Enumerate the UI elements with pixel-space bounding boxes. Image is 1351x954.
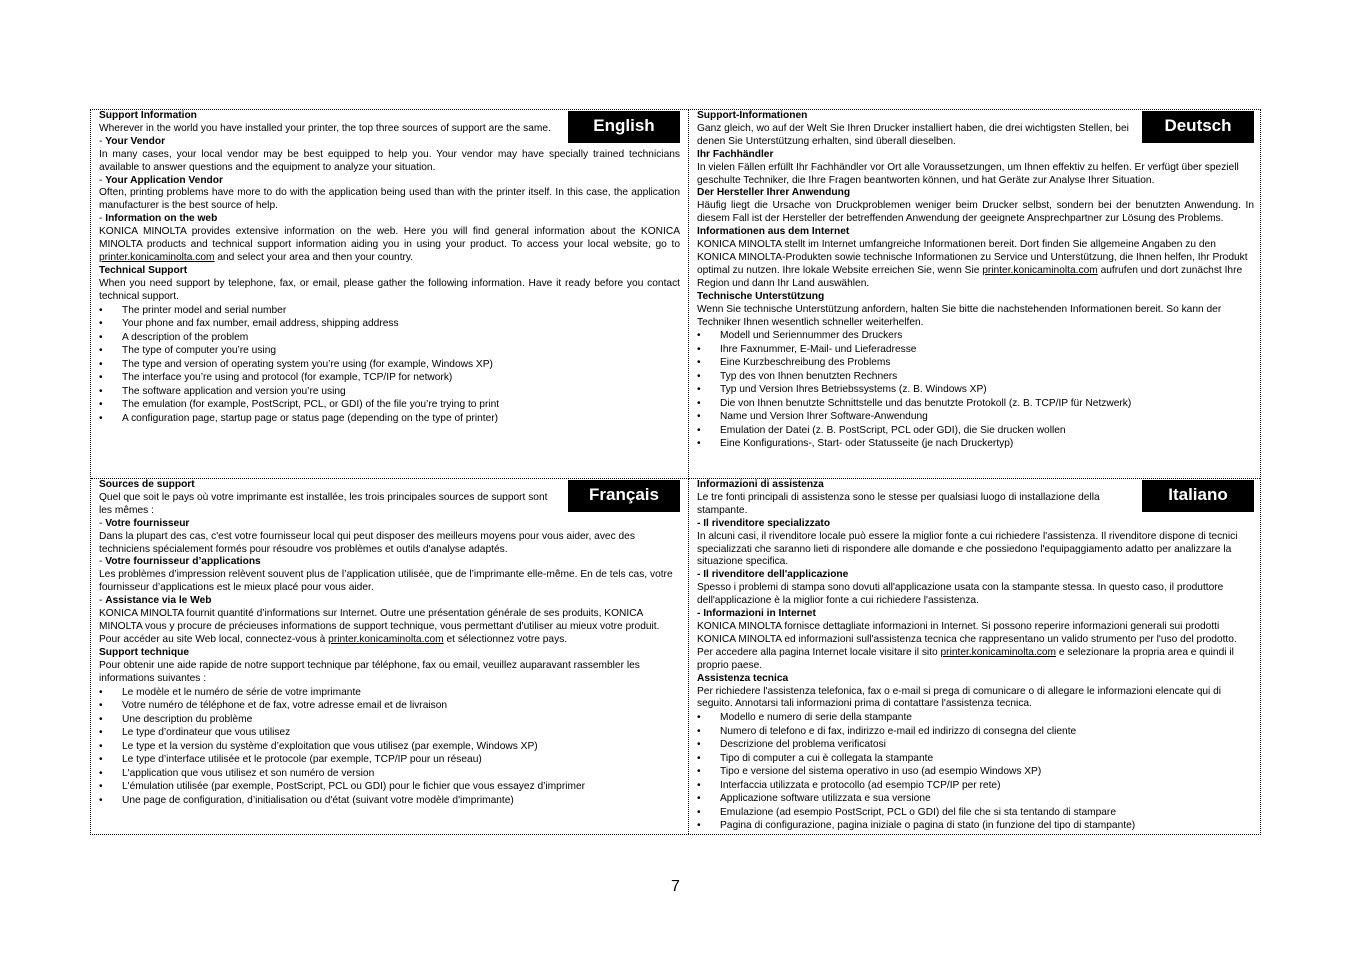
tech-support-text: Wenn Sie technische Unterstützung anfordern, halten Sie bitte die nachstehenden Informationen bereit. So kann der Techniker Ihnen wesentlich schneller weiterhelfen. bbox=[697, 303, 1222, 328]
list-item: • Modello e numero di serie della stampante bbox=[697, 711, 1254, 725]
section-title: Informazioni di assistenza bbox=[697, 479, 824, 490]
list-item: • Tipo di computer a cui è collegata la stampante bbox=[697, 752, 1254, 766]
list-item: • Emulazione (ad esempio PostScript, PCL o GDI) del file che si sta tentando di stampare bbox=[697, 806, 1254, 820]
subheading-app-vendor: Der Hersteller Ihrer Anwendung bbox=[697, 187, 851, 199]
website-link[interactable]: printer.konicaminolta.com bbox=[940, 646, 1057, 658]
subheading-web: - Information on the web bbox=[99, 213, 218, 225]
subheading-vendor: - Votre fournisseur bbox=[99, 517, 190, 529]
subheading-tech-support: Support technique bbox=[99, 646, 189, 658]
language-tag-english: English bbox=[568, 111, 680, 143]
list-item: • Modell und Seriennummer des Druckers bbox=[697, 329, 1254, 343]
web-text: KONICA MINOLTA fournit quantité d’informations sur Internet. Outre une présentation générale de ses produits, KONICA MINOLTA vous y procure de précieuses informations de support technique, vous permettant d'utiliser au mieux votre produit. Pour accéder au site Web local, connectez-vous à printer.konicaminolta.com et sélectionnez votre pays. bbox=[99, 608, 660, 645]
list-item: • Eine Kurzbeschreibung des Problems bbox=[697, 356, 1254, 370]
subheading-app-vendor: - Your Application Vendor bbox=[99, 174, 223, 186]
list-item: • The software application and version you’re using bbox=[99, 385, 680, 399]
tech-support-text: Pour obtenir une aide rapide de notre support technique par téléphone, fax ou email, veuillez auparavant rassembler les informations suivantes : bbox=[99, 659, 640, 684]
tech-support-text: Per richiedere l'assistenza telefonica, fax o e-mail si prega di comunicare o di allegare le informazioni elencate qui di seguito. Annotarsi tali informazioni prima di contattare l'assistenza tecnica. bbox=[697, 685, 1222, 710]
subheading-tech-support: Technische Unterstützung bbox=[697, 290, 825, 302]
list-item: • Interfaccia utilizzata e protocollo (ad esempio TCP/IP per rete) bbox=[697, 779, 1254, 793]
list-item: • Votre numéro de téléphone et de fax, votre adresse email et de livraison bbox=[99, 699, 680, 713]
subheading-app-vendor: - Il rivenditore dell'applicazione bbox=[697, 569, 849, 581]
section-title: Sources de support bbox=[99, 479, 195, 490]
list-item: • The emulation (for example, PostScript, PCL, or GDI) of the file you’re trying to print bbox=[99, 398, 680, 412]
subheading-web: - Informazioni in Internet bbox=[697, 608, 816, 620]
subheading-web: Informationen aus dem Internet bbox=[697, 226, 850, 238]
page-number: 7 bbox=[671, 878, 680, 895]
section-english bbox=[91, 110, 689, 479]
list-item: • Ihre Faxnummer, E-Mail- und Lieferadresse bbox=[697, 343, 1254, 357]
web-text: KONICA MINOLTA fornisce dettagliate informazioni in Internet. Si possono reperire informazioni generali sui prodotti KONICA MINOLTA ed informazioni sull'assistenza tecnica che rappresentano un valido strumento per l'uso del prodotto. Per accedere alla pagina Internet locale visitare il sito printer.konicaminolta.com e selezionare la propria area e quindi il proprio paese. bbox=[697, 620, 1237, 671]
section-francais bbox=[91, 479, 689, 834]
website-link[interactable]: printer.konicaminolta.com bbox=[328, 633, 444, 645]
subheading-vendor: - Your Vendor bbox=[99, 135, 166, 147]
subheading-web: - Assistance via le Web bbox=[99, 595, 212, 607]
list-item: • Une description du problème bbox=[99, 713, 680, 727]
list-item: • A description of the problem bbox=[99, 331, 680, 345]
list-item: • Applicazione software utilizzata e sua versione bbox=[697, 792, 1254, 806]
intro-text: Wherever in the world you have installed your printer, the top three sources of support are the same. bbox=[99, 122, 551, 134]
info-checklist bbox=[697, 711, 1254, 833]
info-checklist bbox=[99, 304, 680, 426]
app-vendor-text: Häufig liegt die Ursache von Druckproblemen weniger beim Drucker selbst, sondern bei der benutzten Anwendung. In diesem Fall ist der Hersteller der betreffenden Anwendung der geeignete Ansprechpartner zur Lösung des Problems. bbox=[697, 200, 1254, 225]
vendor-text: Dans la plupart des cas, c'est votre fournisseur local qui peut disposer des meilleurs moyens pour vous aider, avec des techniciens spécialement formés pour résoudre vos problèmes et outils d'analyse adaptés. bbox=[99, 530, 635, 555]
list-item: • Descrizione del problema verificatosi bbox=[697, 738, 1254, 752]
app-vendor-text: Les problèmes d’impression relèvent souvent plus de l’application utilisée, que de l’imprimante elle-même. En de tels cas, votre fournisseur d’applications est le mieux placé pour vous aider. bbox=[99, 569, 673, 594]
subheading-tech-support: Assistenza tecnica bbox=[697, 672, 789, 684]
subheading-tech-support: Technical Support bbox=[99, 264, 188, 276]
list-item: • The printer model and serial number bbox=[99, 304, 680, 318]
language-tag-deutsch: Deutsch bbox=[1142, 111, 1254, 143]
intro-text: Le tre fonti principali di assistenza sono le stesse per qualsiasi luogo di installazione della stampante. bbox=[697, 491, 1100, 516]
list-item: • The type and version of operating system you’re using (for example, Windows XP) bbox=[99, 358, 680, 372]
list-item: • Pagina di configurazione, pagina iniziale o pagina di stato (in funzione del tipo di stampante) bbox=[697, 819, 1254, 833]
language-tag-francais: Français bbox=[568, 480, 680, 512]
info-checklist bbox=[99, 686, 680, 808]
list-item: • Typ des von Ihnen benutzten Rechners bbox=[697, 370, 1254, 384]
list-item: • Typ und Version Ihres Betriebssystems (z. B. Windows XP) bbox=[697, 383, 1254, 397]
website-link[interactable]: printer.konicaminolta.com bbox=[99, 251, 215, 263]
info-checklist bbox=[697, 329, 1254, 451]
section-title: Support Information bbox=[99, 110, 197, 121]
website-link[interactable]: printer.konicaminolta.com bbox=[982, 264, 1098, 276]
vendor-text: In alcuni casi, il rivenditore locale può essere la miglior fonte a cui richiedere l'assistenza. Il rivenditore dispone di tecnici specializzati che saranno lieti di rispondere alle domande e che possiedono l'equipaggiamento adatto per analizzare la situazione specifica. bbox=[697, 530, 1238, 568]
list-item: • Eine Konfigurations-, Start- oder Statusseite (je nach Druckertyp) bbox=[697, 437, 1254, 451]
language-tag-italiano: Italiano bbox=[1142, 480, 1254, 512]
subheading-vendor: Ihr Fachhändler bbox=[697, 148, 774, 160]
subheading-vendor: - Il rivenditore specializzato bbox=[697, 517, 831, 529]
list-item: • The type of computer you’re using bbox=[99, 344, 680, 358]
list-item: • Une page de configuration, d’initialisation ou d'état (suivant votre modèle d'imprimante) bbox=[99, 794, 680, 808]
section-title: Support-Informationen bbox=[697, 110, 808, 121]
intro-text: Ganz gleich, wo auf der Welt Sie Ihren Drucker installiert haben, die drei wichtigsten Stellen, bei denen Sie Unterstützung erhalten, sind überall dieselben. bbox=[697, 122, 1129, 147]
list-item: • Emulation der Datei (z. B. PostScript, PCL oder GDI), die Sie drucken wollen bbox=[697, 424, 1254, 438]
list-item: • L'émulation utilisée (par exemple, PostScript, PCL ou GDI) pour le fichier que vous essayez d’imprimer bbox=[99, 780, 680, 794]
list-item: • Numero di telefono e di fax, indirizzo e-mail ed indirizzo di consegna del cliente bbox=[697, 725, 1254, 739]
section-italiano bbox=[689, 479, 1260, 834]
vendor-text: In many cases, your local vendor may be best equipped to help you. Your vendor may have specially trained technicians available to answer questions and the equipment to analyze your situation. bbox=[99, 148, 680, 173]
web-text: KONICA MINOLTA provides extensive information on the web. Here you will find general information about the KONICA MINOLTA products and technical support information aiding you in using your product. To access your local website, go to printer.konicaminolta.com and select your area and then your country. bbox=[99, 226, 680, 263]
list-item: • Le type d’interface utilisée et le protocole (par exemple, TCP/IP pour un réseau) bbox=[99, 753, 680, 767]
list-item: • L'application que vous utilisez et son numéro de version bbox=[99, 767, 680, 781]
subheading-app-vendor: - Votre fournisseur d’applications bbox=[99, 556, 261, 568]
vendor-text: In vielen Fällen erfüllt Ihr Fachhändler vor Ort alle Voraussetzungen, um Ihnen effektiv zu helfen. Er verfügt über speziell geschulte Techniker, die Ihre Fragen beantworten können, und hat Geräte zur Analyse Ihrer Situation. bbox=[697, 161, 1239, 186]
section-deutsch bbox=[689, 110, 1260, 479]
list-item: • Le type et la version du système d’exploitation que vous utilisez (par exemple, Windows XP) bbox=[99, 740, 680, 754]
support-info-grid bbox=[90, 109, 1261, 835]
app-vendor-text: Spesso i problemi di stampa sono dovuti all'applicazione usata con la stampante stessa. In questo caso, il produttore dell'applicazione è la miglior fonte a cui richiedere l'assistenza. bbox=[697, 582, 1224, 607]
list-item: • A configuration page, startup page or status page (depending on the type of printer) bbox=[99, 412, 680, 426]
list-item: • The interface you’re using and protocol (for example, TCP/IP for network) bbox=[99, 371, 680, 385]
list-item: • Your phone and fax number, email address, shipping address bbox=[99, 317, 680, 331]
list-item: • Le type d’ordinateur que vous utilisez bbox=[99, 726, 680, 740]
list-item: • Die von Ihnen benutzte Schnittstelle und das benutzte Protokoll (z. B. TCP/IP für Netzwerk) bbox=[697, 397, 1254, 411]
list-item: • Le modèle et le numéro de série de votre imprimante bbox=[99, 686, 680, 700]
list-item: • Tipo e versione del sistema operativo in uso (ad esempio Windows XP) bbox=[697, 765, 1254, 779]
app-vendor-text: Often, printing problems have more to do with the application being used than with the printer itself. In this case, the application manufacturer is the best source of help. bbox=[99, 187, 680, 212]
intro-text: Quel que soit le pays où votre imprimante est installée, les trois principales sources de support sont les mêmes : bbox=[99, 491, 548, 516]
web-text: KONICA MINOLTA stellt im Internet umfangreiche Informationen bereit. Dort finden Sie allgemeine Angaben zu den KONICA MINOLTA-Produkten sowie technische Informationen zu Service und Unterstützung, die Ihnen helfen, Ihr Produkt optimal zu nutzen. Ihre lokale Website erreichen Sie, wenn Sie printer.konicaminolta.com aufrufen und dort zunächst Ihre Region und dann Ihr Land auswählen. bbox=[697, 239, 1248, 289]
tech-support-text: When you need support by telephone, fax, or email, please gather the following information. Have it ready before you contact technical support. bbox=[99, 277, 680, 302]
list-item: • Name und Version Ihrer Software-Anwendung bbox=[697, 410, 1254, 424]
